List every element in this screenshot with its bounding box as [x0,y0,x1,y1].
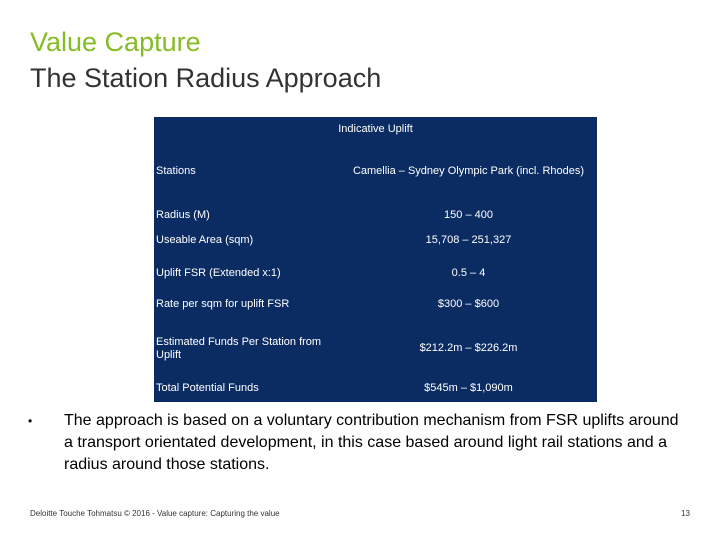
bullet-point [28,410,680,476]
row-label-rate-per-sqm: Rate per sqm for uplift FSR [156,298,290,310]
page-number: 13 [681,509,690,518]
row-value-rate-per-sqm: $300 – $600 [437,298,500,310]
row-label-radius: Radius (M) [156,209,210,221]
bullet-marker: • [28,414,33,428]
row-value-useable-area: 15,708 – 251,327 [425,234,512,246]
uplift-table [154,117,597,402]
slide-subtitle: The Station Radius Approach [30,63,382,93]
row-value-radius: 150 – 400 [444,209,493,221]
slide-title: Value Capture [30,27,201,57]
row-label-uplift-fsr: Uplift FSR (Extended x:1) [156,267,281,279]
row-value-stations: Camellia – Sydney Olympic Park (incl. Rhodes) [352,165,585,177]
row-label-estimated-funds: Estimated Funds Per Station from Uplift [156,336,322,361]
bullet-text: The approach is based on a voluntary contribution mechanism from FSR uplifts around a transport orientated development, in this case based around light rail stations and a radius around those stations. [64,412,679,473]
table-header: Indicative Uplift [338,123,413,135]
row-label-stations: Stations [156,165,196,177]
row-label-useable-area: Useable Area (sqm) [156,234,254,246]
footer-text: Deloitte Touche Tohmatsu © 2016 - Value capture: Capturing the value [30,509,280,518]
row-value-total-funds: $545m – $1,090m [424,382,513,394]
row-value-estimated-funds: $212.2m – $226.2m [419,342,518,354]
row-label-total-funds: Total Potential Funds [156,382,259,394]
row-value-uplift-fsr: 0.5 – 4 [451,267,486,279]
